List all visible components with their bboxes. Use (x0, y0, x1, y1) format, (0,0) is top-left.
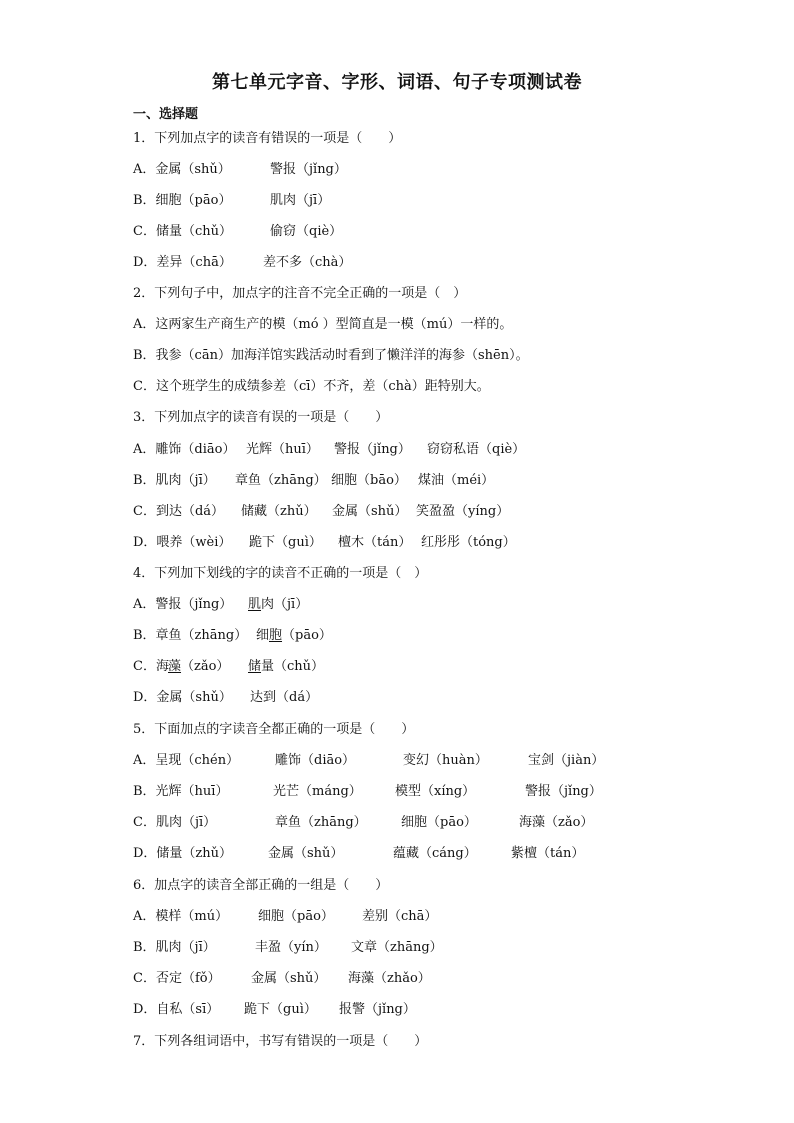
option-line (133, 223, 693, 241)
text-segment: C．到达（dá） (133, 504, 225, 519)
text-segment: C．储量（chǔ） (133, 224, 232, 239)
text-segment: 肉（jī） (261, 597, 309, 612)
text-segment: 报警（jǐng） (339, 1002, 416, 1017)
option-line (133, 441, 693, 459)
text-segment: A．呈现（chén） (133, 753, 240, 768)
text-segment: 差别（chā） (362, 909, 438, 924)
text-segment: 7．下列各组词语中，书写有错误的一项是（ ） (133, 1034, 428, 1049)
text-segment: 4．下列加下划线的字的读音不正确的一项是（ ） (133, 566, 428, 581)
text-segment: 光辉（huī） (246, 442, 319, 457)
text-segment: 紫檀（tán） (511, 846, 585, 861)
page-title: 第七单元字音、字形、词语、句子专项测试卷 (212, 72, 582, 93)
option-line (133, 658, 693, 676)
underlined-char: 藻 (168, 659, 182, 674)
text-segment: 细胞（pāo） (258, 909, 334, 924)
text-segment: B．我参（cān）加海洋馆实践活动时看到了懒洋洋的海参（shēn）。 (133, 348, 529, 363)
text-segment: 储藏（zhǔ） (241, 504, 317, 519)
text-segment: 跪下（guì） (249, 535, 322, 550)
option-line (133, 970, 693, 988)
text-segment: 丰盈（yín） (255, 940, 327, 955)
option-line (133, 689, 693, 707)
text-segment: 金属（shǔ） (268, 846, 344, 861)
text-segment: 6．加点字的读音全部正确的一组是（ ） (133, 878, 389, 893)
text-segment: 红彤彤（tóng） (421, 535, 516, 550)
text-segment: 蕴藏（cáng） (393, 846, 477, 861)
text-segment: C．肌肉（jī） (133, 815, 217, 830)
text-segment: D．喂养（wèi） (133, 535, 232, 550)
text-segment: B．肌肉（jī） (133, 473, 216, 488)
text-segment: 金属（shǔ） (251, 971, 327, 986)
text-segment: （pāo） (282, 628, 332, 643)
text-segment: 雕饰（diāo） (275, 753, 356, 768)
text-segment: 变幻（huàn） (403, 753, 488, 768)
text-segment: 光芒（máng） (273, 784, 362, 799)
text-segment: 煤油（méi） (418, 473, 495, 488)
option-line (133, 783, 693, 801)
option-line (133, 596, 693, 614)
option-line (133, 939, 693, 957)
underlined-char: 肌 (248, 597, 262, 612)
text-segment: A．模样（mú） (133, 909, 229, 924)
option-line (133, 378, 693, 396)
option-line (133, 908, 693, 926)
option-line (133, 161, 693, 179)
text-segment: B．章鱼（zhāng） (133, 628, 248, 643)
text-segment: （zǎo） (181, 659, 230, 674)
text-segment: 海藻（zhǎo） (348, 971, 431, 986)
option-line (133, 752, 693, 770)
option-line (133, 1001, 693, 1019)
option-line (133, 627, 693, 645)
text-segment: D．储量（zhǔ） (133, 846, 233, 861)
text-segment: D．金属（shǔ） (133, 690, 232, 705)
text-segment: A．金属（shǔ） (133, 162, 231, 177)
text-segment: C．否定（fǒ） (133, 971, 221, 986)
text-segment: 达到（dá） (250, 690, 319, 705)
text-segment: D．自私（sī） (133, 1002, 220, 1017)
text-segment: 模型（xíng） (395, 784, 476, 799)
option-line (133, 347, 693, 365)
text-segment: 警报（jǐng） (334, 442, 411, 457)
text-segment: B．肌肉（jī） (133, 940, 216, 955)
text-segment: 金属（shǔ） (332, 504, 408, 519)
text-segment: 文章（zhāng） (351, 940, 443, 955)
underlined-char: 储 (248, 659, 262, 674)
text-segment: B．细胞（pāo） (133, 193, 232, 208)
text-segment: 警报（jǐng） (525, 784, 602, 799)
text-segment: A．这两家生产商生产的模（mó ）型简直是一模（mú）一样的。 (133, 317, 513, 332)
text-segment: 差不多（chà） (263, 255, 352, 270)
question-line (133, 565, 693, 583)
text-segment: 细 (256, 628, 270, 643)
text-segment: 肌肉（jī） (270, 193, 331, 208)
text-segment: 细胞（bāo） (331, 473, 407, 488)
question-line (133, 285, 693, 303)
text-segment: 偷窃（qiè） (270, 224, 343, 239)
text-segment: C．海 (133, 659, 169, 674)
text-segment: A．雕饰（diāo） (133, 442, 236, 457)
text-segment: C．这个班学生的成绩参差（cī）不齐，差（chà）距特别大。 (133, 379, 490, 394)
underlined-char: 胞 (269, 628, 283, 643)
option-line (133, 845, 693, 863)
text-segment: 警报（jǐng） (270, 162, 347, 177)
text-segment: 章鱼（zhāng） (235, 473, 327, 488)
question-line (133, 1033, 693, 1051)
text-segment: 量（chǔ） (261, 659, 325, 674)
text-segment: 2．下列句子中，加点字的注音不完全正确的一项是（ ） (133, 286, 467, 301)
text-segment: 1．下列加点字的读音有错误的一项是（ ） (133, 131, 402, 146)
text-segment: 笑盈盈（yíng） (416, 504, 510, 519)
option-line (133, 534, 693, 552)
text-segment: A．警报（jǐng） (133, 597, 233, 612)
question-line (133, 721, 693, 739)
section-heading: 一、选择题 (133, 107, 199, 122)
text-segment: 细胞（pāo） (401, 815, 477, 830)
option-line (133, 316, 693, 334)
question-line (133, 409, 693, 427)
text-segment: 章鱼（zhāng） (275, 815, 367, 830)
question-line (133, 130, 693, 148)
text-segment: 海藻（zǎo） (519, 815, 594, 830)
option-line (133, 814, 693, 832)
question-line (133, 877, 693, 895)
text-segment: 宝剑（jiàn） (528, 753, 605, 768)
text-segment: D．差异（chā） (133, 255, 232, 270)
text-segment: 5．下面加点的字读音全都正确的一项是（ ） (133, 722, 415, 737)
text-segment: 窃窃私语（qiè） (427, 442, 526, 457)
text-segment: 跪下（guì） (244, 1002, 317, 1017)
text-segment: 3．下列加点字的读音有误的一项是（ ） (133, 410, 389, 425)
option-line (133, 254, 693, 272)
option-line (133, 192, 693, 210)
text-segment: B．光辉（huī） (133, 784, 229, 799)
text-segment: 檀木（tán） (338, 535, 412, 550)
option-line (133, 503, 693, 521)
option-line (133, 472, 693, 490)
